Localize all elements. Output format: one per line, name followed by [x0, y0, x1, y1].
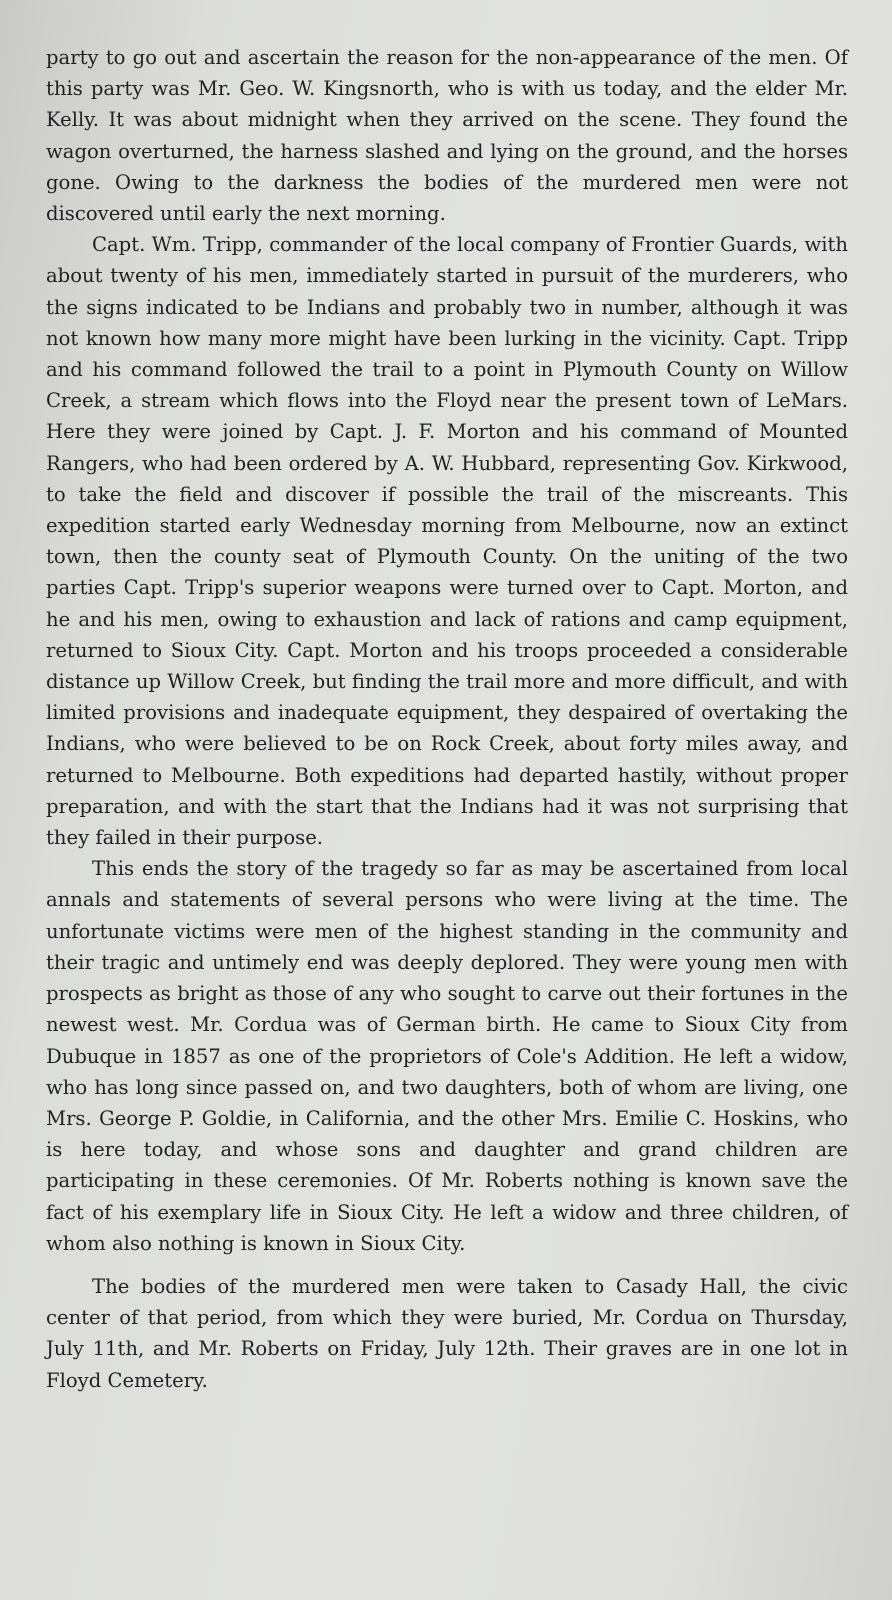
- paragraph-pursuit: Capt. Wm. Tripp, commander of the local company of Frontier Guards, with about twenty of his men, immediately started in pursuit of the murderers, who the signs indicated to be Indians and probably two in number, although it was not known how many more might have been lurking in the vicinity. Capt. Tripp and his command followed the trail to a point in Plymouth County on Willow Creek, a stream which flows into the Floyd near the present town of LeMars. Here they were joined by Capt. J. F. Morton and his command of Mounted Rangers, who had been ordered by A. W. Hubbard, representing Gov. Kirkwood, to take the field and discover if possible the trail of the miscreants. This expedition started early Wednesday morning from Melbourne, now an extinct town, then the county seat of Plymouth County. On the uniting of the two parties Capt. Tripp's superior weapons were turned over to Capt. Morton, and he and his men, owing to exhaustion and lack of rations and camp equipment, returned to Sioux City. Capt. Morton and his troops proceeded a considerable distance up Willow Creek, but finding the trail more and more difficult, and with limited provisions and inadequate equipment, they despaired of overtaking the Indians, who were believed to be on Rock Creek, about forty miles away, and returned to Melbourne. Both expeditions had departed hastily, without proper preparation, and with the start that the Indians had it was not surprising that they failed in their purpose.: [46, 233, 848, 850]
- paragraph-burial: The bodies of the murdered men were taken to Casady Hall, the civic center of that period, from which they were buried, Mr. Cordua on Thursday, July 11th, and Mr. Roberts on Friday, July 12th. Their graves are in one lot in Floyd Cemetery.: [46, 1274, 848, 1392]
- page-body-text: [46, 42, 848, 1396]
- paragraph-search-party: party to go out and ascertain the reason for the non-appearance of the men. Of this party was Mr. Geo. W. Kingsnorth, who is with us today, and the elder Mr. Kelly. It was about midnight when they arrived on the scene. They found the wagon overturned, the harness slashed and lying on the ground, and the horses gone. Owing to the darkness the bodies of the murdered men were not discovered until early the next morning.: [46, 46, 848, 226]
- paragraph-victims: This ends the story of the tragedy so far as may be ascertained from local annals and statements of several persons who were living at the time. The unfortunate victims were men of the highest standing in the community and their tragic and untimely end was deeply deplored. They were young men with prospects as bright as those of any who sought to carve out their fortunes in the newest west. Mr. Cordua was of German birth. He came to Sioux City from Dubuque in 1857 as one of the proprietors of Cole's Addition. He left a widow, who has long since passed on, and two daughters, both of whom are living, one Mrs. George P. Goldie, in California, and the other Mrs. Emilie C. Hoskins, who is here today, and whose sons and daughter and grand children are participating in these ceremonies. Of Mr. Roberts nothing is known save the fact of his exemplary life in Sioux City. He left a widow and three children, of whom also nothing is known in Sioux City.: [46, 857, 848, 1255]
